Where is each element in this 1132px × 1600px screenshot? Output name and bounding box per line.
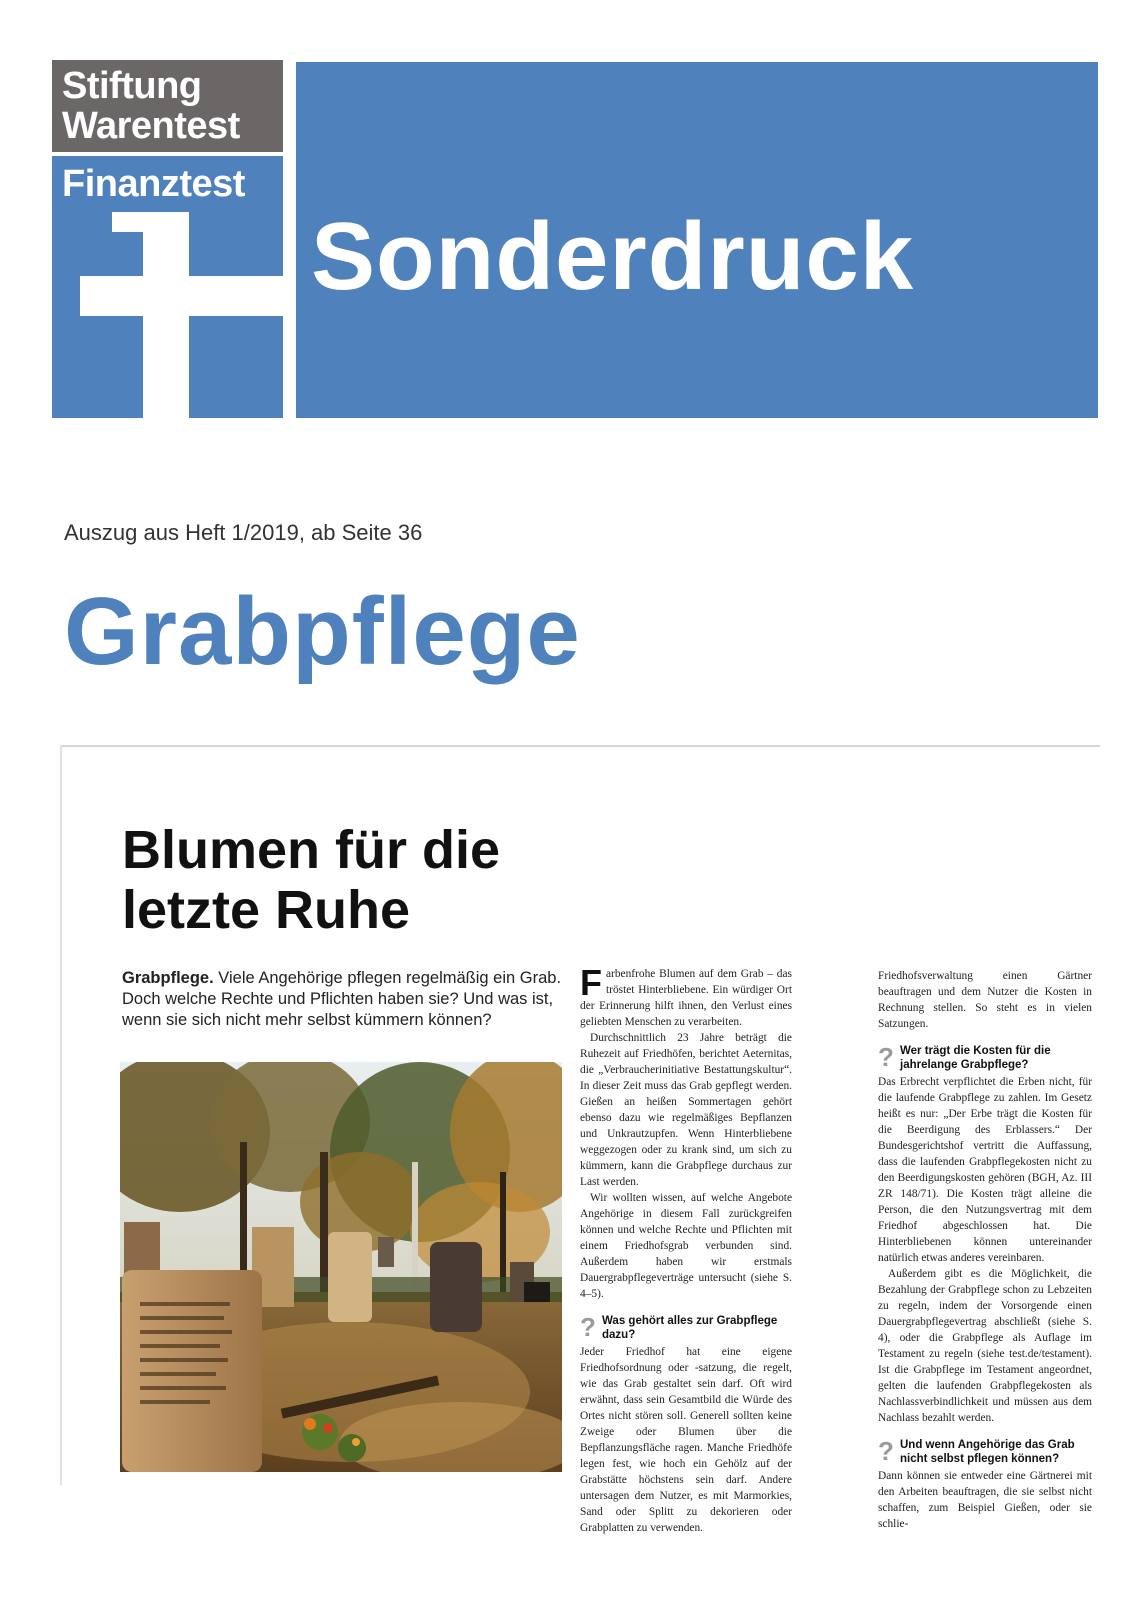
cemetery-photo bbox=[120, 1062, 562, 1472]
headline-line-1: Blumen für die bbox=[122, 820, 501, 880]
col2-paragraph-2: Das Erbrecht verpflichtet die Erben nicht, für die laufende Grabpflege zu zahlen. Im Gesetz heißt es nur: „Der Erbe trägt die Kosten für die Beerdigung des Erblassers.“ Der Bundesgerichtshof vertritt die Auffassung, dass die laufenden Grabpflegekosten nicht zu den Beerdigungskosten gehören (BGH, Az. III ZR 148/71). Die Kosten trägt alleine die Person, die den Nutzungsvertrag mit dem Friedhof abgeschlossen hat. Die Hinterbliebenen können untereinander natürlich etwas anderes vereinbaren. bbox=[878, 1076, 1092, 1264]
banner-title: Sonderdruck bbox=[311, 203, 915, 310]
article-intro bbox=[122, 968, 562, 1031]
header-banner bbox=[296, 62, 1098, 418]
question-heading-3-text: Und wenn Angehörige das Grab nicht selbst pflegen können? bbox=[900, 1439, 1075, 1465]
logo-publisher-block bbox=[52, 60, 283, 152]
intro-lead: Grabpflege. bbox=[122, 969, 214, 987]
col1-paragraph-4: Jeder Friedhof hat eine eigene Friedhofsordnung oder -satzung, die regelt, wie das Grab gestaltet sein darf. Oft wird erwähnt, dass sein Gesamtbild die Würde des Ortes nicht stören soll. Generell sollten keine Zweige oder Blumen über die Bepflanzungsfläche ragen. Manche Friedhöfe legen fest, wie hoch ein Gehölz auf der Grabstätte höchstens sein darf. Andere untersagen dem Nutzer, es mit Marmorkies, Sand oder Splitt zu dekorieren oder Grabplatten zu verwenden. bbox=[580, 1346, 792, 1534]
col1-paragraph-3: Wir wollten wissen, auf welche Angebote Angehörige in diesem Fall zurückgreifen können und welche Rechte und Pflichten mit einem Friedhofsgrab verbunden sind. Außerdem haben wir erstmals Dauergrabpflegeverträge untersucht (siehe S. 4–5). bbox=[580, 1192, 792, 1300]
logo-magazine-name: Finanztest bbox=[62, 163, 245, 205]
col1-paragraph-2: Durchschnittlich 23 Jahre beträgt die Ruhezeit auf Friedhöfen, berichtet Aeternitas, die „Verbraucherinitiative Bestattungskultur“. In dieser Zeit muss das Grab gepflegt werden. Gießen an heißen Sommertagen gehört ebenso dazu wie regelmäßiges Bepflanzen und Unkrautzupfen. Wenn Hinterbliebene weggezogen oder zu krank sind, um sich zu kümmern, kann die Grabpflege durchaus zur Last werden. bbox=[580, 1032, 792, 1188]
question-mark-icon: ? bbox=[580, 1312, 596, 1342]
logo-mark-tip bbox=[112, 212, 148, 232]
stiftung-warentest-logo bbox=[52, 60, 283, 418]
article-headline bbox=[122, 820, 500, 940]
question-heading-3 bbox=[878, 1438, 1092, 1466]
intro-text: Viele Angehörige pflegen regelmäßig ein Grab. Doch welche Rechte und Pflichten haben sie? Und was ist, wenn sie sich nicht mehr selbst kümmern können? bbox=[122, 969, 562, 1029]
question-heading-1 bbox=[580, 1314, 792, 1342]
logo-magazine-block bbox=[52, 156, 283, 418]
question-heading-2-text: Wer trägt die Kosten für die jahrelange Grabpflege? bbox=[900, 1045, 1051, 1071]
headline-line-2: letzte Ruhe bbox=[122, 880, 411, 940]
article-column-2 bbox=[878, 968, 1092, 1532]
logo-line-2: Warentest bbox=[62, 105, 240, 147]
col2-paragraph-1: Friedhofsverwaltung einen Gärtner beauftragen und dem Nutzer die Kosten in Rechnung stellen. So steht es in vielen Satzungen. bbox=[878, 970, 1092, 1030]
col1-paragraph-1: arbenfrohe Blumen auf dem Grab – das tröstet Hinterbliebene. Ein würdiger Ort der Erinnerung hilft ihnen, den Verlust eines geliebten Menschen zu verarbeiten. bbox=[580, 968, 792, 1028]
question-mark-icon: ? bbox=[878, 1436, 894, 1466]
question-heading-1-text: Was gehört alles zur Grabpflege dazu? bbox=[602, 1315, 778, 1341]
question-heading-2 bbox=[878, 1044, 1092, 1072]
excerpt-note: Auszug aus Heft 1/2019, ab Seite 36 bbox=[64, 520, 423, 545]
logo-line-1: Stiftung bbox=[62, 65, 202, 107]
logo-mark-horizontal bbox=[80, 276, 283, 316]
drop-cap: F bbox=[580, 962, 602, 1003]
col2-paragraph-4: Dann können sie entweder eine Gärtnerei mit den Arbeiten beauftragen, die sie selbst nicht schaffen, zum Beispiel Gießen, oder sie schlie- bbox=[878, 1470, 1092, 1530]
col2-paragraph-3: Außerdem gibt es die Möglichkeit, die Bezahlung der Grabpflege schon zu Lebzeiten zu regeln, indem der Vorsorgende einen Dauergrabpflegevertrag abschließt (siehe S. 4), oder die Grabpflege als Auflage im Testament zu regeln (siehe test.de/testament). Ist die Grabpflege im Testament angeordnet, gelten die laufenden Grabpflegekosten als Nachlassverbindlichkeit und müssen aus dem Nachlass bezahlt werden. bbox=[878, 1268, 1092, 1424]
article-panel-left-border bbox=[60, 745, 62, 1485]
article-panel-top-border bbox=[60, 745, 1100, 747]
question-mark-icon: ? bbox=[878, 1042, 894, 1072]
page-title: Grabpflege bbox=[64, 578, 581, 685]
article-column-1 bbox=[580, 962, 792, 1536]
